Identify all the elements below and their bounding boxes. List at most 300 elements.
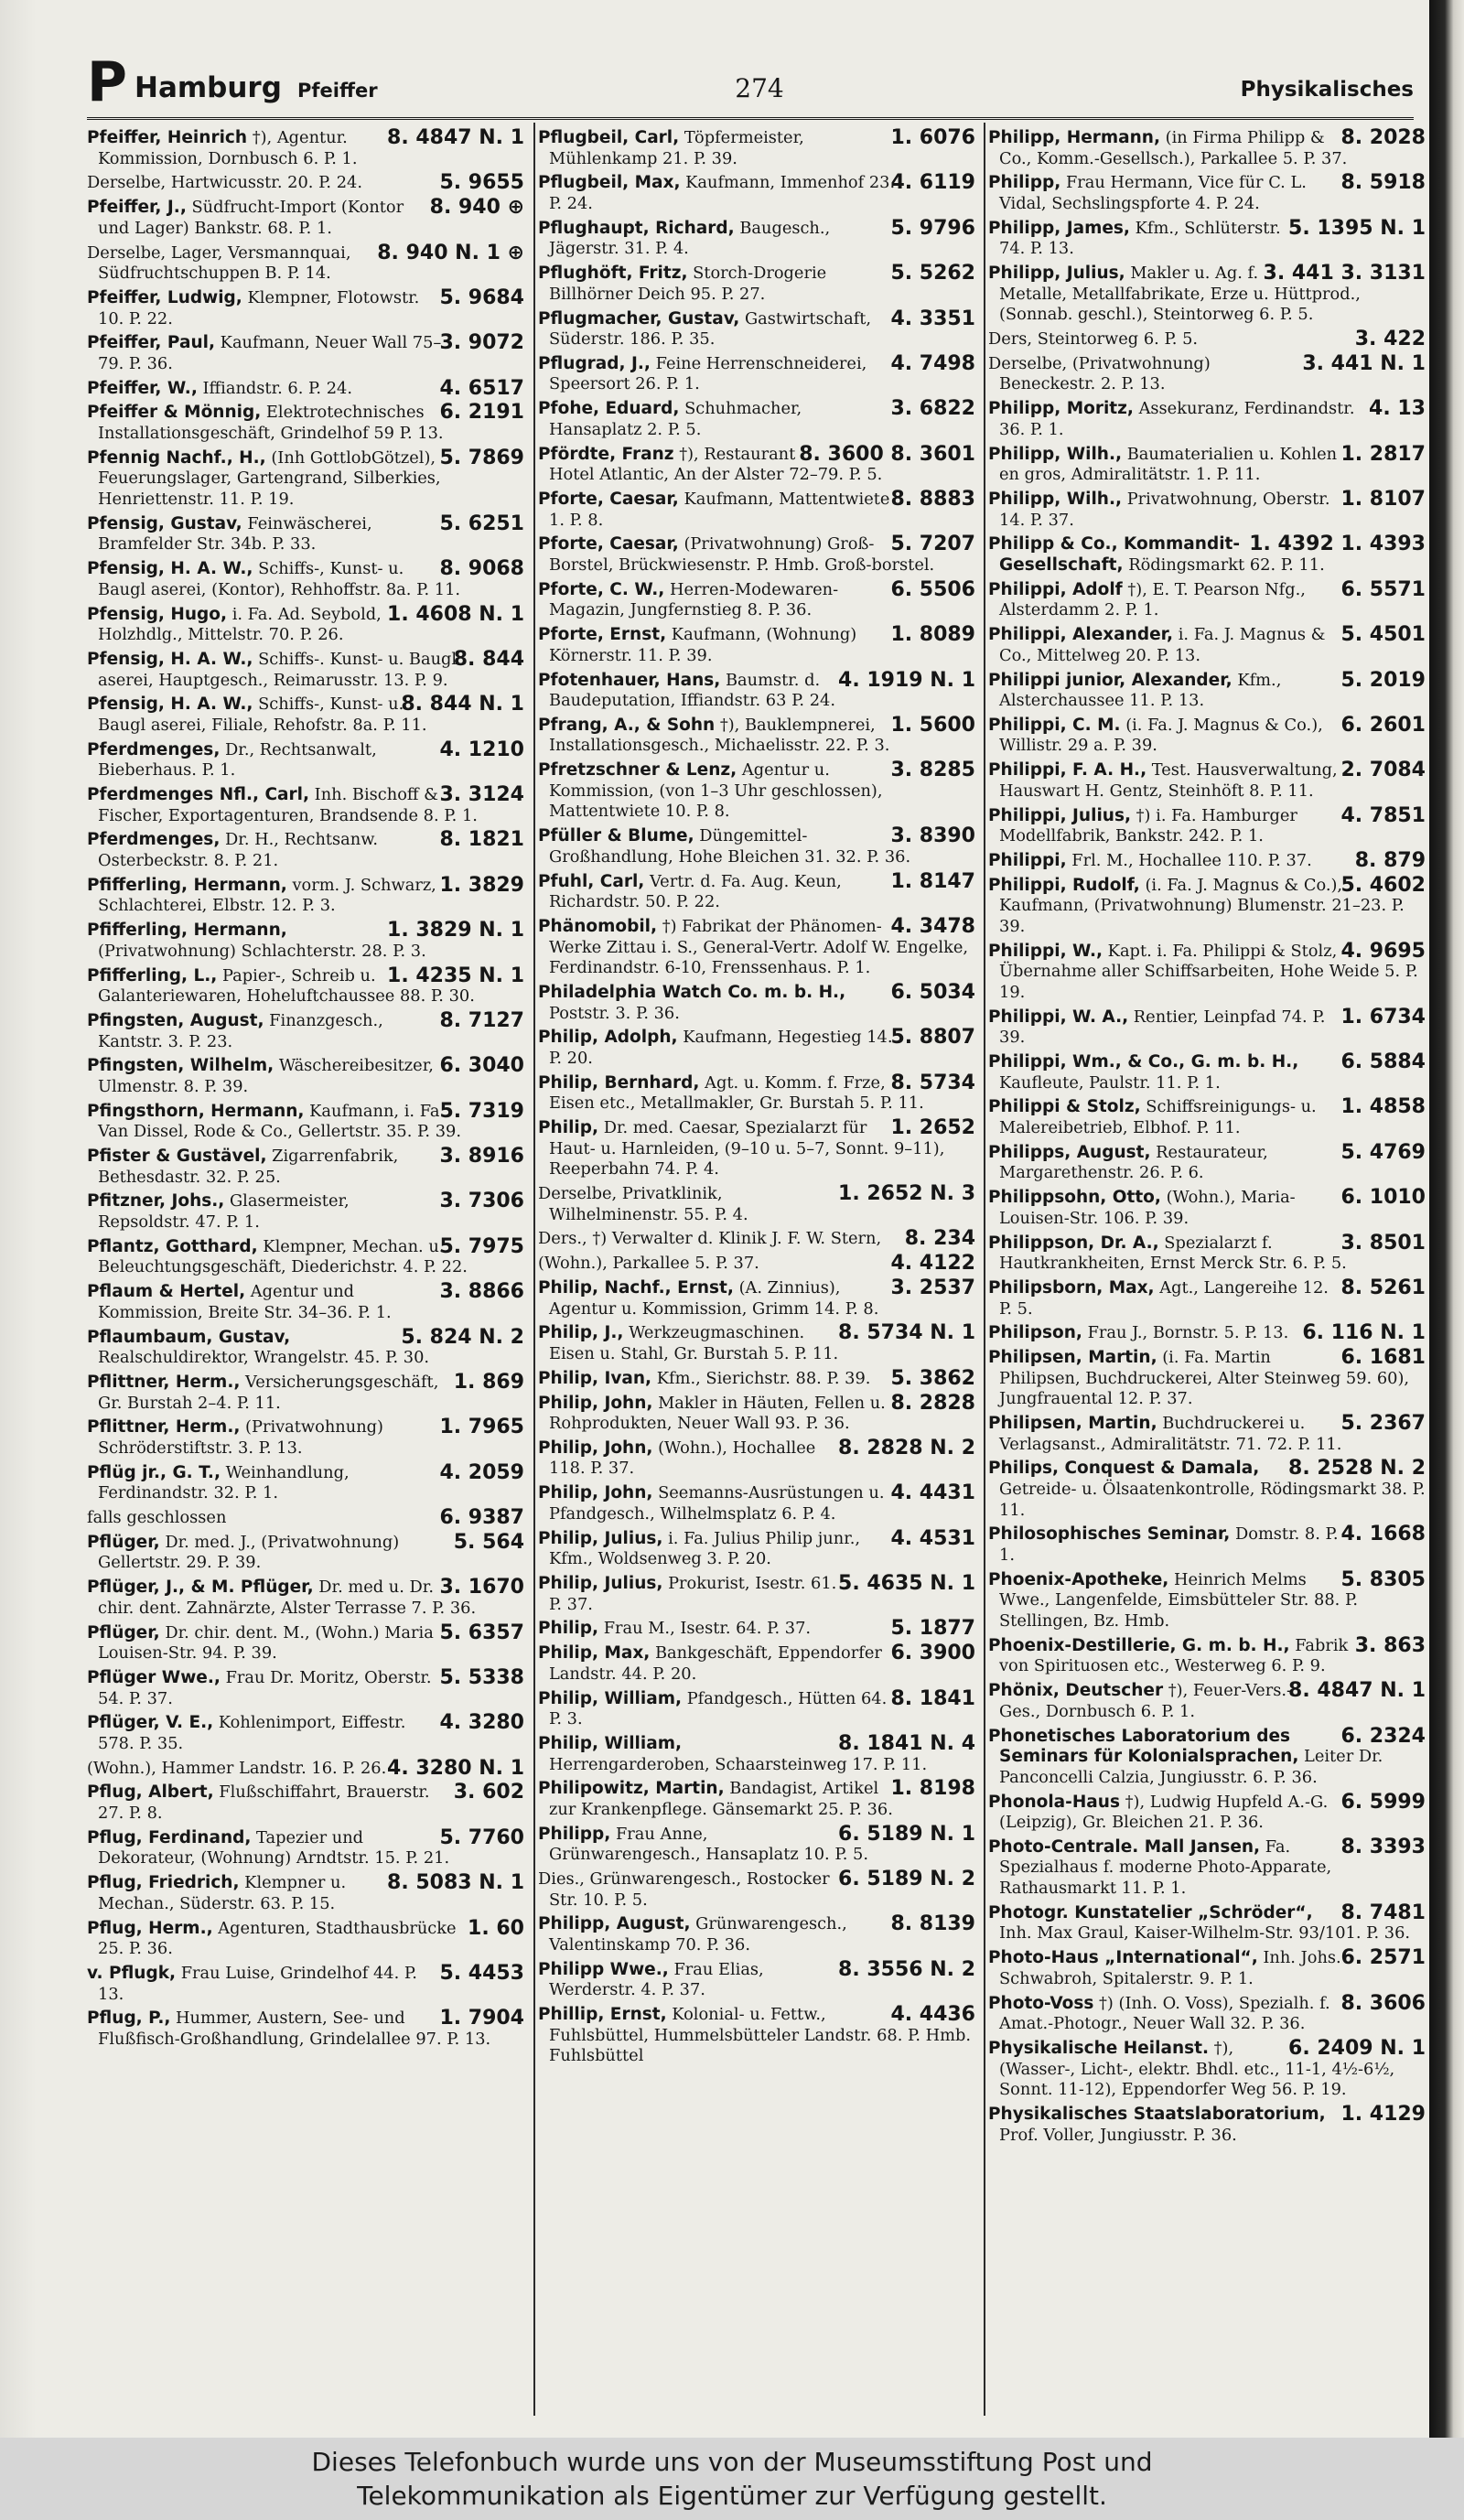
entry-name: Pflüger, (87, 1532, 160, 1552)
entry-name: Pfeiffer, Paul, (87, 333, 215, 353)
phone-number: 3. 1670 (439, 1576, 524, 1599)
entry-name: Philip, John, (538, 1483, 653, 1503)
directory-entry (87, 1530, 524, 1574)
entry-name: Pflug, Albert, (87, 1782, 214, 1803)
entry-name: Pflughöft, Fritz, (538, 264, 688, 284)
phone-number: 1. 8107 (1340, 488, 1426, 511)
directory-entry (988, 1414, 1426, 1455)
directory-entry (538, 1822, 975, 1866)
phone-number: 6. 9387 (439, 1506, 524, 1530)
entry-name: Pfuhl, Carl, (538, 871, 645, 891)
entry-name: Pflüger Wwe., (87, 1667, 221, 1687)
entry-name: Pflüger, (87, 1622, 160, 1642)
directory-entry (988, 216, 1426, 260)
directory-entry (988, 128, 1426, 169)
phone-number: 6. 3040 (439, 1054, 524, 1078)
entry-name: Pflughaupt, Richard, (538, 218, 735, 238)
entry-name: Pforte, Ernst, (538, 625, 667, 645)
phone-number: 1. 2652 (890, 1116, 975, 1140)
phone-number: 6. 2324 (1340, 1724, 1426, 1748)
entry-name: Pfensig, H. A. W., (87, 649, 253, 669)
entry-name: Philipowitz, Martin, (538, 1779, 725, 1799)
footer-line-2: Telekommunikation als Eigentümer zur Verfügung gestellt. (357, 2481, 1107, 2511)
entry-details: Agentur u. Kommission, (von 1–3 Uhr geschlossen), Mattentwiete 10. P. 8. (549, 760, 883, 822)
entry-name: Pflantz, Gotthard, (87, 1236, 258, 1256)
phone-number: 4. 2059 (439, 1460, 524, 1484)
directory-entry (87, 740, 524, 781)
entry-name: Philippi, Julius, (988, 805, 1131, 825)
phone-number: 1. 2652 N. 3 (838, 1182, 975, 1206)
directory-entry (87, 1008, 524, 1052)
entry-details: Werkzeugmaschinen. Eisen u. Stahl, Gr. Burstah 5. P. 11. (549, 1323, 839, 1363)
phone-number: 6. 5506 (890, 577, 975, 601)
entry-details: Schiffs-. Kunst- u. Baugl aserei, Hauptgesch., Reimarusstr. 13. P. 9. (98, 649, 458, 690)
phone-number: 6. 2409 N. 1 (1288, 2036, 1426, 2060)
entry-name: Pflugmacher, Gustav, (538, 308, 740, 328)
directory-entry (988, 329, 1426, 350)
phone-number: 3. 602 (453, 1781, 524, 1804)
phone-number: 4. 1919 N. 1 (838, 668, 975, 692)
directory-entry (538, 351, 975, 395)
entry-details: Ders., †) Verwalter d. Klinik J. F. W. Stern, (538, 1229, 882, 1249)
phone-number: 6. 5189 N. 1 (838, 1822, 975, 1846)
directory-entry (538, 1391, 975, 1435)
phone-number: 5. 4453 (439, 1961, 524, 1985)
directory-entry (988, 1567, 1426, 1632)
entry-name: Philipp Wwe., (538, 1959, 669, 1979)
directory-entry (538, 2005, 975, 2067)
entry-name: Pflüger, J., & M. Pflüger, (87, 1578, 314, 1598)
entry-details: (i. Fa. Martin Philipsen, Buchdruckerei, Alter Steinweg 59. 60), Jungfrauental 12. P. 37. (999, 1348, 1410, 1409)
directory-entry (538, 1869, 975, 1911)
directory-entry (988, 803, 1426, 847)
entry-name: Pfrang, A., & Sohn (538, 715, 716, 735)
phone-number: 4. 1668 (1340, 1523, 1426, 1546)
phone-number: 1. 4129 (1340, 2102, 1426, 2126)
phone-number: 3. 8866 (439, 1280, 524, 1304)
directory-entry (87, 1508, 524, 1529)
directory-entry (538, 914, 975, 979)
directory-entry (538, 1323, 975, 1364)
entry-details: Dr. med. J., (Privatwohnung) Gellertstr. 29. P. 39. (98, 1532, 400, 1573)
phone-number: 5. 9796 (890, 216, 975, 240)
phone-number: 3. 441 3. 3131 (1263, 262, 1426, 285)
entry-name: Pflug, P., (87, 2008, 171, 2029)
directory-entry (538, 869, 975, 913)
entry-details: Iffiandstr. 6. P. 24. (202, 378, 352, 398)
directory-entry (87, 1234, 524, 1278)
directory-entry (538, 980, 975, 1024)
entry-name: Photogr. Kunstatelier „Schröder“, (988, 1902, 1313, 1922)
entry-name: Pfingsten, August, (87, 1010, 264, 1030)
entry-details: (Privatwohnung) Schlachterstr. 28. P. 3. (98, 941, 426, 961)
entry-details: Frau Dr. Moritz, Oberstr. 54. P. 37. (98, 1667, 432, 1708)
entry-details: Dr. H., Rechtsanw. Osterbeckstr. 8. P. 21. (98, 830, 378, 870)
entry-details: Schiffs-, Kunst- u. Baugl aserei, Filiale, Rehofstr. 8a. P. 11. (98, 695, 427, 735)
phone-number: 4. 4531 (890, 1526, 975, 1550)
phone-number: 8. 2828 N. 2 (838, 1436, 975, 1459)
directory-entry (988, 351, 1426, 395)
phone-number: 4. 7498 (890, 351, 975, 375)
entry-details: †), Feuer-Vers.-Ges., Dornbusch 6. P. 1. (999, 1681, 1292, 1721)
entry-name: Phänomobil, (538, 916, 658, 936)
phone-number: 5. 7975 (439, 1234, 524, 1258)
entry-details: Agt., Langereihe 12. P. 5. (999, 1277, 1329, 1319)
phone-number: 4. 9695 (1340, 939, 1426, 963)
entry-details: Leiter Dr. Panconcelli Calzia, Jungiusstr. 6. P. 36. (999, 1747, 1383, 1787)
phone-number: 3. 6822 (890, 397, 975, 421)
phone-number: 5. 4602 (1340, 873, 1426, 897)
entry-name: Philip, J., (538, 1323, 624, 1343)
entry-name: Phillip, Ernst, (538, 2005, 667, 2025)
phone-number: 5. 7319 (439, 1099, 524, 1123)
entry-details: Kohlenimport, Eiffestr. 578. P. 35. (98, 1713, 406, 1753)
directory-entry (538, 534, 975, 576)
entry-name: Pfensig, H. A. W., (87, 695, 253, 715)
entry-details: (Wohn.), Hochallee 118. P. 37. (549, 1438, 816, 1479)
entry-details: Herren-Modewaren-Magazin, Jungfernstieg 8. P. 36. (549, 579, 839, 620)
column-divider (533, 123, 535, 2416)
entry-details: (A. Zinnius), Agentur u. Kommission, Grimm 14. P. 8. (549, 1277, 879, 1319)
directory-entry (538, 173, 975, 214)
phone-number: 8. 844 N. 1 (401, 693, 524, 716)
entry-name: Pflugrad, J., (538, 353, 651, 373)
phone-number: 4. 3351 (890, 307, 975, 330)
entry-details: Frl. M., Hochallee 110. P. 37. (1071, 851, 1312, 870)
entry-details: Schiffsreinigungs- u. Malereibetrieb, Elbhof. P. 11. (999, 1097, 1317, 1138)
phone-number: 4. 7851 (1340, 803, 1426, 827)
phone-number: 1. 8198 (890, 1777, 975, 1801)
directory-entry (87, 1578, 524, 1619)
phone-number: 8. 8139 (890, 1912, 975, 1936)
phone-number: 4. 13 (1369, 397, 1426, 421)
entry-name: Pfohe, Eduard, (538, 399, 680, 419)
directory-entry (87, 198, 524, 239)
directory-entry (87, 2008, 524, 2050)
entry-details: Finanzgesch., Kantstr. 3. P. 23. (98, 1010, 383, 1051)
directory-entry (988, 490, 1426, 531)
entry-name: Philips, Conquest & Damala, (988, 1459, 1260, 1479)
entry-name: Pflaumbaum, Gustav, (87, 1327, 291, 1347)
directory-entry (87, 1370, 524, 1414)
entry-details: (Privatwohnung) Groß-Borstel, Brückwiesenstr. P. Hmb. Groß-borstel. (549, 534, 935, 575)
directory-entry (538, 309, 975, 350)
directory-entry (538, 128, 975, 169)
entry-name: Pfitzner, Johs., (87, 1191, 225, 1212)
phone-number: 8. 7481 (1340, 1901, 1426, 1924)
entry-details: Baumaterialien u. Kohlen en gros, Admiralitätstr. 1. P. 11. (999, 444, 1338, 485)
directory-entry (87, 333, 524, 374)
entry-name: Philipp & Co., Kommandit-Gesellschaft, (988, 534, 1241, 575)
entry-name: Pflugbeil, Max, (538, 173, 681, 193)
entry-name: Philipp, Hermann, (988, 128, 1160, 147)
entry-name: Pfeiffer & Mönnig, (87, 403, 262, 423)
phone-number: 5. 6251 (439, 512, 524, 535)
phone-number: 8. 5918 (1340, 171, 1426, 195)
entry-details: Glasermeister, Repsoldstr. 47. P. 1. (98, 1191, 350, 1232)
phone-number: 6. 116 N. 1 (1302, 1321, 1426, 1345)
entry-details: Fabrik von Spirituosen etc., Westerweg 6. P. 9. (999, 1635, 1349, 1676)
directory-entry (988, 760, 1426, 802)
entry-details: Kaufmann, Neuer Wall 75–79. P. 36. (98, 333, 442, 373)
directory-entry (87, 1460, 524, 1504)
entry-details: Südfrucht-Import (Kontor und Lager) Bankstr. 68. P. 1. (98, 198, 404, 238)
column-divider (984, 123, 985, 2416)
directory-entry (87, 830, 524, 871)
entry-details: Feinwäscherei, Bramfelder Str. 34b. P. 33. (98, 513, 372, 555)
book-spine (1429, 0, 1464, 2438)
directory-entry (87, 1417, 524, 1459)
entry-details: †), Agentur. Kommission, Dornbusch 6. P. 1. (98, 128, 358, 168)
entry-details: Inh. Johs. Schwabroh, Spitalerstr. 9. P. 1. (999, 1948, 1341, 1988)
directory-entry (988, 1681, 1426, 1722)
directory-entry (988, 713, 1426, 757)
directory-entry (988, 1903, 1426, 1944)
directory-entry (988, 1097, 1426, 1138)
directory-entry (538, 826, 975, 867)
entry-details: Ders, Steintorweg 6. P. 5. (988, 329, 1199, 350)
directory-entry (87, 695, 524, 736)
directory-entry (538, 1254, 975, 1275)
entry-name: Philip, Nachf., Ernst, (538, 1277, 734, 1298)
entry-name: Philip, John, (538, 1438, 653, 1458)
entry-name: Phonola-Haus (988, 1792, 1120, 1812)
phone-number: 4. 4122 (890, 1252, 975, 1276)
phone-number: 8. 1821 (439, 828, 524, 852)
phone-number: 5. 9655 (439, 171, 524, 195)
directory-entry (988, 442, 1426, 486)
directory-entry (988, 939, 1426, 1004)
phone-number: 6. 1010 (1340, 1186, 1426, 1210)
phone-number: 6. 5189 N. 2 (838, 1868, 975, 1891)
entry-name: Philadelphia Watch Co. m. b. H., (538, 982, 846, 1002)
entry-details: Vertr. d. Fa. Aug. Keun, Richardstr. 50. P. 22. (549, 871, 842, 912)
entry-details: Seemanns-Ausrüstungen u. Pfandgesch., Wilhelmsplatz 6. P. 4. (549, 1483, 885, 1524)
entry-name: Pflug, Friedrich, (87, 1873, 240, 1893)
entry-details: Kolonial- u. Fettw., Fuhlsbüttel, Hummelsbütteler Landstr. 68. P. Hmb. Fuhlsbüttel (549, 2005, 972, 2066)
directory-entry (87, 514, 524, 555)
entry-name: Philippi, Adolf (988, 579, 1123, 599)
directory-entry (87, 1282, 524, 1323)
entry-name: Philip, Ivan, (538, 1368, 652, 1388)
entry-details: Feine Herrenschneiderei, Speersort 26. P. 1. (549, 353, 867, 394)
directory-entry (87, 602, 524, 646)
phone-number: 5. 824 N. 2 (401, 1325, 524, 1349)
entry-name: Pflugbeil, Carl, (538, 128, 680, 147)
entry-name: Pfister & Gustävel, (87, 1147, 267, 1167)
entry-details: Kaufmann, i. Fa. Van Dissel, Rode & Co., Gellertstr. 35. P. 39. (98, 1101, 461, 1142)
phone-number: 5. 2367 (1340, 1412, 1426, 1436)
entry-details: Flußschiffahrt, Brauerstr. 27. P. 8. (98, 1782, 430, 1824)
entry-details: Klempner, Flotowstr. 10. P. 22. (98, 287, 420, 328)
entry-details: Kaufmann, Immenhof 23. P. 24. (549, 173, 896, 213)
directory-entry (87, 285, 524, 329)
entry-name: Philipp, Wilh., (988, 490, 1123, 509)
phone-number: 5. 9684 (439, 285, 524, 309)
entry-name: Philipp, August, (538, 1914, 691, 1934)
entry-name: Philippi & Stolz, (988, 1097, 1141, 1117)
entry-name: Philippi, W., (988, 941, 1103, 961)
entry-details: Dr., Rechtsanwalt, Bieberhaus. P. 1. (98, 739, 377, 781)
entry-details: Baumstr. d. Baudeputation, Iffiandstr. 63 P. 24. (549, 670, 836, 711)
entry-details: Frau M., Isestr. 64. P. 37. (603, 1619, 812, 1639)
entry-details: Pfandgesch., Hütten 64. P. 3. (549, 1688, 888, 1729)
entry-details: Versicherungsgeschäft, Gr. Burstah 2–4. P. 11. (98, 1372, 439, 1413)
entry-name: Philippsohn, Otto, (988, 1188, 1161, 1208)
phone-number: 8. 844 (453, 647, 524, 671)
directory-entry (538, 1914, 975, 1955)
entry-name: Philip, (538, 1619, 599, 1639)
phone-number: 2. 7084 (1340, 759, 1426, 782)
entry-details: Kfm., Schlüterstr. 74. P. 13. (999, 218, 1281, 259)
directory-entry (538, 1184, 975, 1225)
entry-details: Rödingsmarkt 62. P. 11. (1128, 555, 1325, 575)
entry-name: Pfensig, H. A. W., (87, 559, 253, 579)
entry-name: Pfeiffer, Ludwig, (87, 287, 242, 307)
phone-number: 1. 60 (468, 1916, 524, 1940)
entry-name: Philippi junior, Alexander, (988, 670, 1233, 690)
phone-number: 1. 4858 (1340, 1095, 1426, 1119)
entry-name: Philosophisches Seminar, (988, 1524, 1231, 1545)
entry-name: Pfifferling, L., (87, 965, 218, 985)
entry-details: †), Bauklempnerei, Installationsgesch., Michaelisstr. 22. P. 3. (549, 715, 890, 756)
entry-name: Philip, Julius, (538, 1574, 663, 1593)
directory-entry (87, 1713, 524, 1754)
phone-number: 6. 5999 (1340, 1790, 1426, 1814)
phone-number: 1. 3829 (439, 873, 524, 897)
directory-entry (538, 625, 975, 666)
phone-number: 1. 869 (453, 1370, 524, 1394)
entry-name: Philippi, C. M. (988, 715, 1121, 735)
entry-name: Pflüg jr., G. T., (87, 1462, 221, 1482)
directory-entry (988, 668, 1426, 712)
entry-details: Derselbe, Hartwicusstr. 20. P. 24. (87, 173, 363, 193)
directory-entry (988, 851, 1426, 872)
directory-entry (988, 2102, 1426, 2146)
entry-details: Frau Hermann, Vice für C. L. Vidal, Sechslingspforte 4. P. 24. (999, 173, 1307, 213)
entry-details: (Wohn.), Maria-Louisen-Str. 106. P. 39. (999, 1188, 1296, 1228)
phone-number: 8. 7127 (439, 1008, 524, 1032)
entry-details: Derselbe, Lager, Versmannquai, Südfruchtschuppen B. P. 14. (87, 242, 351, 284)
entry-name: Philip, Max, (538, 1643, 651, 1664)
entry-details: Prokurist, Isestr. 61. P. 37. (549, 1574, 837, 1614)
directory-entry (988, 173, 1426, 214)
directory-entry (988, 1459, 1426, 1521)
phone-number: 4. 3478 (890, 914, 975, 938)
directory-entry (87, 1961, 524, 2005)
phone-number: 3. 2537 (890, 1276, 975, 1299)
entry-details: vorm. J. Schwarz, Schlachterei, Elbstr. 12. P. 3. (98, 875, 436, 916)
phone-number: 8. 4847 N. 1 (1288, 1679, 1426, 1703)
entry-details: Derselbe, (Privatwohnung) Beneckestr. 2. P. 13. (988, 353, 1211, 394)
entry-details: Elektrotechnisches Installationsgeschäft, Grindelhof 59 P. 13. (98, 403, 444, 444)
entry-details: Agenturen, Stadthausbrücke 25. P. 36. (98, 1918, 457, 1959)
directory-entry (538, 1483, 975, 1524)
entry-name: Philippi, Wm., & Co., G. m. b. H., (988, 1052, 1299, 1072)
entry-name: Philip, Adolph, (538, 1028, 678, 1048)
phone-number: 4. 4436 (890, 2003, 975, 2027)
entry-name: Philipp, (538, 1824, 611, 1844)
entry-details: Frau Luise, Grindelhof 44. P. 13. (98, 1963, 417, 2004)
entry-details: Prof. Voller, Jungiusstr. P. 36. (999, 2125, 1237, 2145)
phone-number: 8. 5261 (1340, 1276, 1426, 1299)
directory-entry (87, 559, 524, 600)
phone-number: 3. 3124 (439, 783, 524, 807)
entry-name: Pfeiffer, J., (87, 198, 187, 218)
entry-name: Photo-Centrale. Mall Jansen, (988, 1836, 1261, 1857)
directory-entry (988, 534, 1426, 576)
phone-number: 6. 5884 (1340, 1050, 1426, 1074)
phone-number: 3. 441 N. 1 (1302, 351, 1426, 375)
entry-name: Pfördte, Franz (538, 444, 674, 464)
phone-number: 8. 3393 (1340, 1835, 1426, 1858)
phone-number: 8. 8883 (890, 488, 975, 511)
directory-entry (538, 442, 975, 486)
phone-number: 4. 1210 (439, 738, 524, 761)
phone-number: 3. 8916 (439, 1145, 524, 1168)
phone-number: 5. 8807 (890, 1026, 975, 1050)
directory-entry (988, 1837, 1426, 1900)
directory-entry (538, 490, 975, 531)
entry-details: Agentur und Kommission, Breite Str. 34–36. P. 1. (98, 1282, 392, 1322)
entry-details: falls geschlossen (87, 1508, 227, 1528)
entry-details: (i. Fa. J. Magnus & Co.), Willistr. 29 a. P. 39. (999, 715, 1323, 756)
entry-details: Kfm., Alsterchaussee 11. P. 13. (999, 670, 1282, 711)
phone-number: 1. 4235 N. 1 (387, 964, 524, 987)
phone-number: 6. 2191 (439, 401, 524, 425)
directory-entry (988, 1323, 1426, 1344)
phone-number: 1. 7965 (439, 1416, 524, 1439)
entry-details: Frau Elias, Werderstr. 4. P. 37. (549, 1959, 764, 2000)
entry-name: Pflüger, V. E., (87, 1713, 214, 1733)
directory-entry (538, 1686, 975, 1730)
entry-name: Philipps, August, (988, 1142, 1151, 1162)
directory-entry (87, 647, 524, 691)
entry-details: Papier-, Schreib u. Galanteriewaren, Hoheluftchaussee 88. P. 30. (98, 965, 475, 1007)
phone-number: 8. 1841 (890, 1686, 975, 1710)
entry-details: Realschuldirektor, Wrangelstr. 45. P. 30. (98, 1348, 430, 1368)
phone-number: 5. 3862 (890, 1366, 975, 1390)
entry-name: Pfifferling, Hermann, (87, 875, 287, 895)
directory-entry (87, 173, 524, 194)
phone-number: 8. 2028 (1340, 128, 1426, 149)
phone-number: 8. 1841 N. 4 (838, 1731, 975, 1755)
entry-name: Pferdmenges, (87, 830, 221, 850)
directory-entry (538, 1574, 975, 1615)
phone-number: 8. 879 (1354, 849, 1426, 872)
phone-number: 5. 4769 (1340, 1140, 1426, 1164)
phone-number: 5. 5338 (439, 1665, 524, 1689)
entry-details: Domstr. 8. P. 1. (999, 1524, 1339, 1566)
entry-details: Klempner, Mechan. u. Beleuchtungsgeschäft, Diederichstr. 4. P. 22. (98, 1236, 468, 1277)
entry-details: Kapt. i. Fa. Philippi & Stolz, Übernahme aller Schiffsarbeiten, Hohe Weide 5. P. 19. (999, 941, 1418, 1002)
directory-entry (538, 264, 975, 305)
directory-entry (538, 1229, 975, 1250)
entry-name: Philip, Bernhard, (538, 1072, 700, 1093)
directory-entry (538, 216, 975, 260)
directory-entry (988, 1007, 1426, 1049)
entry-details: Düngemittel-Großhandlung, Hohe Bleichen 31. 32. P. 36. (549, 826, 911, 867)
directory-entry (988, 264, 1426, 326)
phone-number: 5. 7760 (439, 1825, 524, 1849)
entry-details: Grünwarengesch., Valentinskamp 70. P. 36. (549, 1914, 847, 1955)
phone-number: 3. 863 (1354, 1633, 1426, 1657)
entry-details: Storch-Drogerie Billhörner Deich 95. P. 27. (549, 264, 827, 304)
directory-entry (988, 2036, 1426, 2101)
entry-name: Pflug, Ferdinand, (87, 1827, 252, 1847)
entry-details: †), (Wasser-, Licht-, elektr. Bhdl. etc., 11-1, 4½-6½, Sonnt. 11-12), Eppendorfer Weg 56. P. 19. (999, 2038, 1395, 2100)
page-number: 274 (735, 73, 784, 103)
